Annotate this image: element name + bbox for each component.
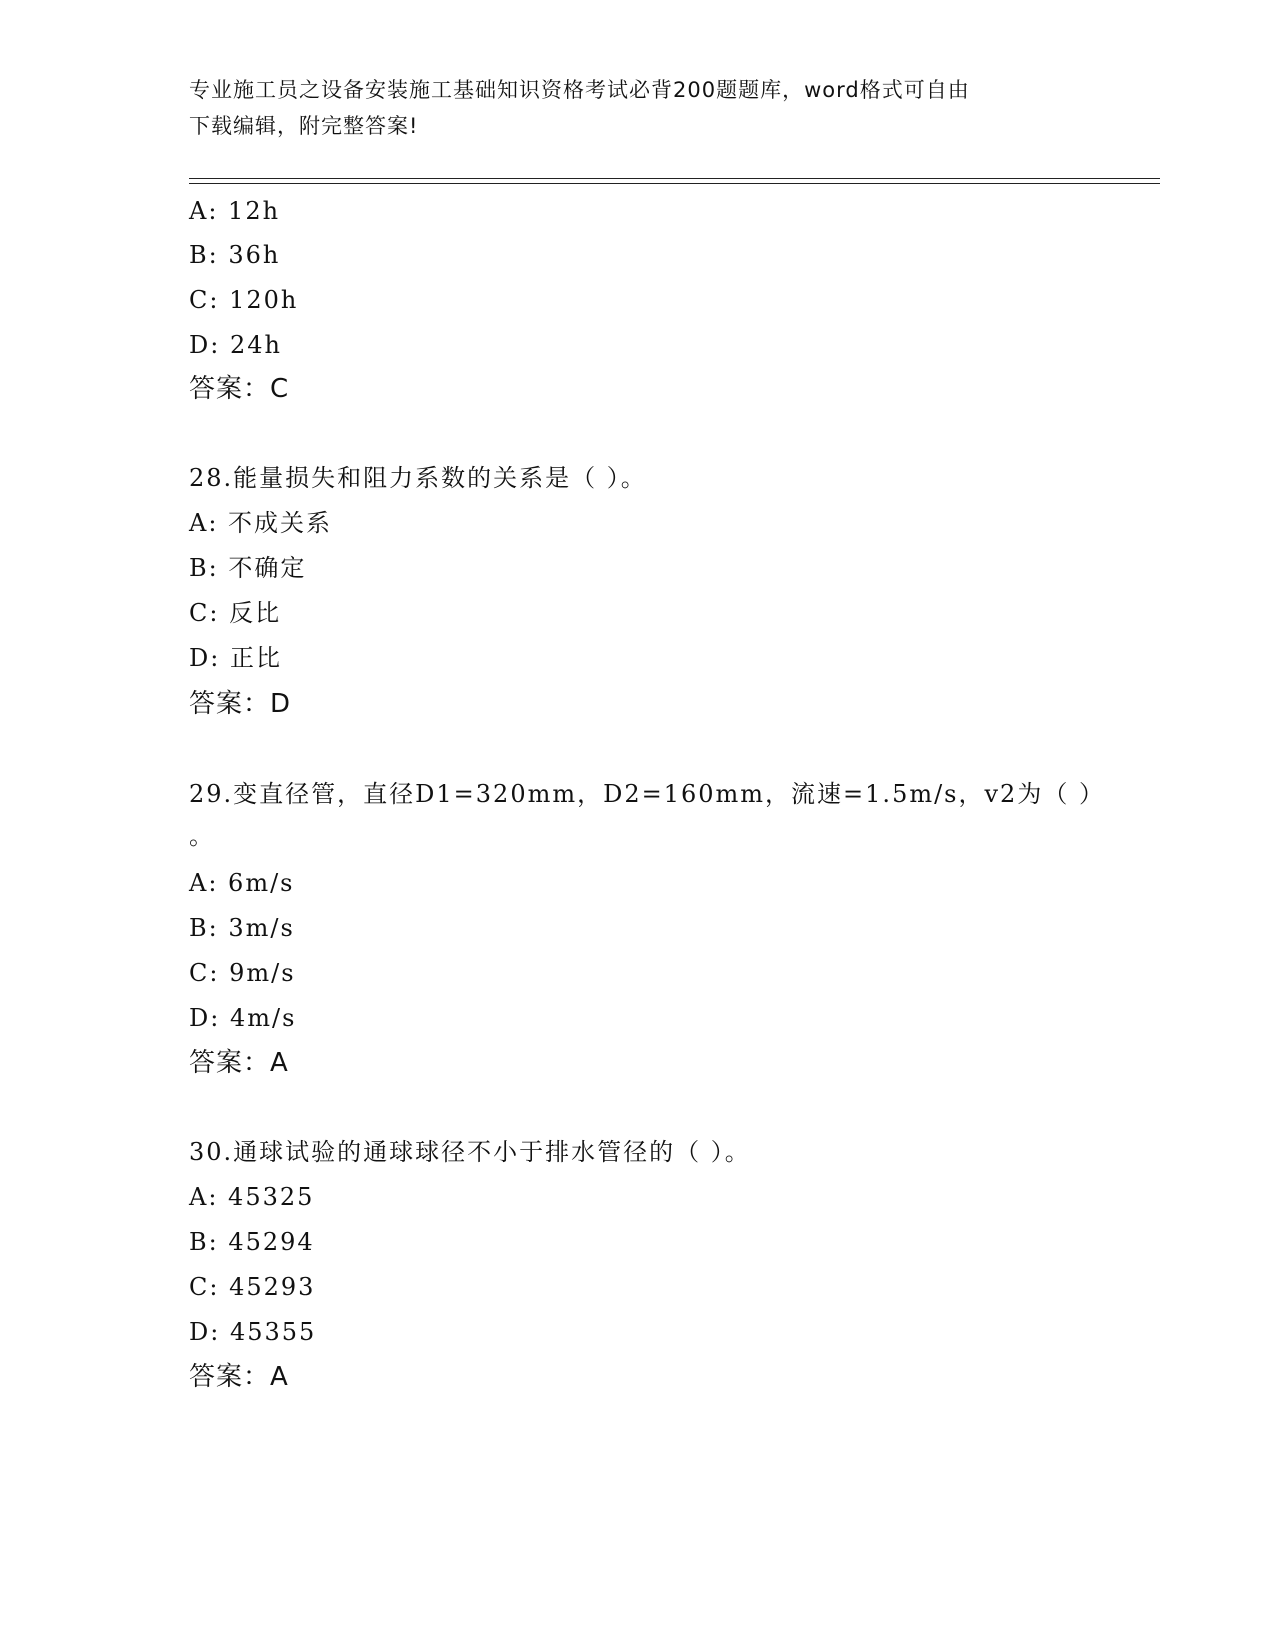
q29-option-c: C: 9m/s: [189, 959, 296, 987]
q29-question-continuation: 。: [189, 822, 215, 850]
header-line-1: 专业施工员之设备安装施工基础知识资格考试必背200题题库，word格式可自由: [189, 78, 970, 102]
q28-option-b: B: 不确定: [189, 554, 307, 582]
q28-option-c: C: 反比: [189, 599, 282, 627]
document-header: [189, 72, 1089, 144]
q27-option-b: B: 36h: [189, 241, 281, 269]
q30-option-c: C: 45293: [189, 1273, 316, 1301]
q28-option-a: A: 不成关系: [189, 509, 333, 537]
q29-option-a: A: 6m/s: [189, 869, 295, 897]
q27-option-a: A: 12h: [189, 197, 281, 225]
q27-option-c: C: 120h: [189, 286, 299, 314]
q30-answer: 答案：A: [189, 1362, 289, 1392]
q27-option-d: D: 24h: [189, 331, 282, 359]
q27-answer: 答案：C: [189, 374, 290, 404]
q29-option-d: D: 4m/s: [189, 1004, 297, 1032]
q30-question: 30.通球试验的通球球径不小于排水管径的（ ）。: [189, 1138, 751, 1166]
q29-option-b: B: 3m/s: [189, 914, 295, 942]
q30-option-a: A: 45325: [189, 1183, 315, 1211]
q29-answer: 答案：A: [189, 1048, 289, 1078]
header-rule-top: [189, 178, 1160, 179]
q30-option-b: B: 45294: [189, 1228, 315, 1256]
header-rule-bottom: [189, 183, 1160, 184]
q28-option-d: D: 正比: [189, 644, 282, 672]
header-line-2: 下载编辑，附完整答案!: [189, 114, 419, 138]
q28-question: 28.能量损失和阻力系数的关系是（ ）。: [189, 464, 647, 492]
q30-option-d: D: 45355: [189, 1318, 317, 1346]
q28-answer: 答案：D: [189, 689, 292, 719]
q29-question: 29.变直径管，直径D1=320mm，D2=160mm，流速=1.5m/s，v2为（ ）: [189, 780, 1105, 808]
